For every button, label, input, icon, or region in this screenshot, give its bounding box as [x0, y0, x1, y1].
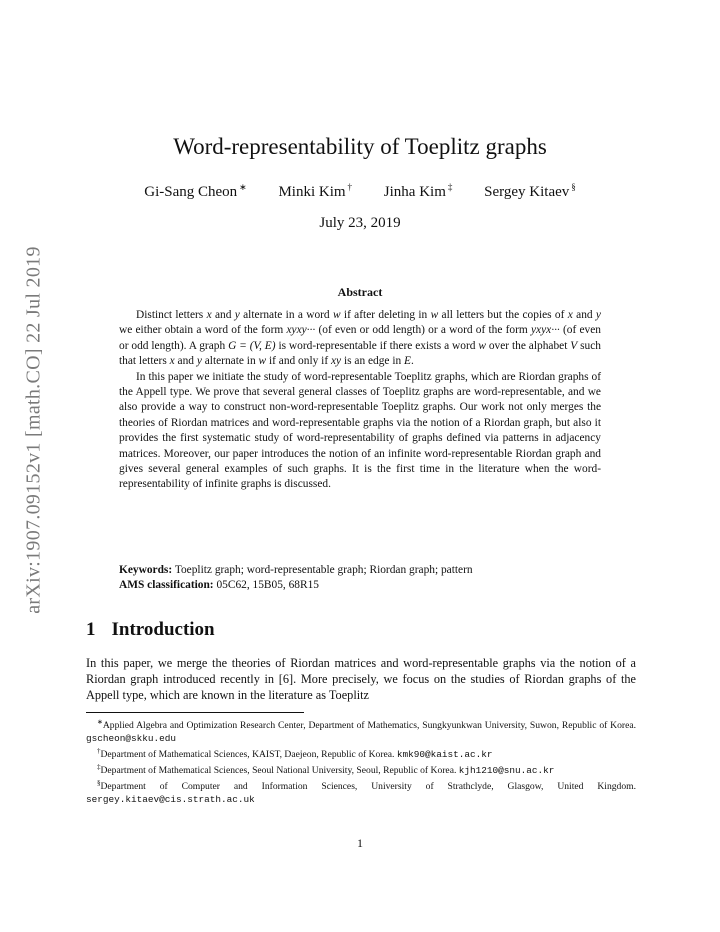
page-number: 1 — [357, 836, 363, 850]
math-var: y — [196, 355, 202, 368]
author-footnote-mark: § — [571, 182, 576, 192]
footnote-email: sergey.kitaev@cis.strath.ac.uk — [86, 794, 255, 806]
author-footnote-mark: ∗ — [239, 182, 247, 192]
math-expr: xy — [330, 355, 342, 368]
footnote-item — [86, 745, 636, 761]
math-expr: yxyx··· — [531, 324, 560, 337]
text-run: and — [572, 309, 596, 321]
author-name: Sergey Kitaev — [484, 184, 570, 200]
footnote-item — [86, 777, 636, 806]
math-var: x — [206, 309, 212, 321]
keywords-line — [119, 563, 601, 578]
text-run: Distinct letters — [136, 309, 207, 321]
abstract-paragraph-2: In this paper we initiate the study of word-representable Toeplitz graphs, which are Riordan graphs of the Appell type. We prove that several general classes of Toeplitz graphs are word-representable, and we also provide a way to construct non-word-representable Toeplitz graphs. Our work not only merges the theories of Riordan matrices and word-representable graphs via the notion of a Riordan graph, but also it provides the first systematic study of word-representability of graphs defined via patterns in adjacency matrices. Moreover, our paper introduces the notion of an infinite word-representable Riordan graph and gives several general examples of such graphs. It is the first time in the literature when the word-representability of infinite graphs is discussed. — [119, 370, 601, 491]
ams-line — [119, 578, 601, 593]
intro-paragraph: In this paper, we merge the theories of Riordan matrices and word-representable graphs via the notion of a Riordan graph introduced recently in [6]. More precisely, we focus on the studies of Riordan graphs of the Appell type, which are known in the literature as Toeplitz — [86, 656, 636, 703]
text-run: over the alphabet — [485, 339, 571, 352]
math-expr: xyxy··· — [286, 324, 316, 337]
text-run: and — [174, 355, 197, 368]
text-run: such that letters — [119, 339, 602, 368]
author-1 — [144, 184, 246, 200]
text-run: is an edge in — [341, 355, 405, 368]
math-var: x — [567, 309, 573, 321]
math-var: x — [169, 355, 175, 368]
abstract-body — [119, 308, 601, 493]
text-run: . — [411, 355, 414, 368]
author-name: Jinha Kim — [383, 184, 446, 200]
math-var: w — [332, 309, 341, 321]
keywords-label: Keywords: — [119, 564, 173, 576]
text-run: alternate in — [201, 355, 259, 368]
footnotes — [86, 716, 636, 807]
section-title: Introduction — [111, 619, 215, 640]
paper-title: Word-representability of Toeplitz graphs — [173, 134, 547, 159]
footnote-mark: † — [97, 747, 101, 756]
text-run: if after deleting in — [340, 309, 431, 321]
author-name: Minki Kim — [278, 184, 346, 200]
footnote-text: Department of Mathematical Sciences, KAIST, Daejeon, Republic of Korea. — [100, 749, 395, 761]
text-run: and — [211, 309, 235, 321]
author-footnote-mark: ‡ — [447, 182, 453, 192]
footnote-mark: ∗ — [97, 718, 103, 726]
footnote-mark: § — [97, 779, 101, 788]
text-run: we either obtain a word of the form — [119, 324, 287, 337]
footnote-text: Department of Computer and Information Sciences, University of Strathclyde, Glasgow, United Kingdom. — [100, 781, 636, 793]
footnote-email: gscheon@skku.edu — [86, 733, 177, 745]
math-var: y — [595, 309, 601, 321]
section-number: 1 — [86, 619, 96, 640]
author-2 — [278, 184, 352, 200]
text-run: alternate in a word — [239, 309, 333, 321]
keywords-text: Toeplitz graph; word-representable graph; Riordan graph; pattern — [174, 564, 473, 576]
text-run: all letters but the copies of — [438, 309, 568, 321]
keywords-block — [119, 563, 601, 594]
math-var: w — [478, 339, 486, 352]
footnote-item — [86, 761, 636, 777]
abstract-heading: Abstract — [337, 285, 383, 299]
author-name: Gi-Sang Cheon — [144, 184, 238, 200]
text-run: (of even or odd length) or a word of the form — [315, 324, 531, 337]
section-heading — [86, 619, 215, 641]
footnote-divider — [86, 712, 304, 713]
footnote-mark: ‡ — [97, 763, 101, 772]
math-expr: G = (V, E) — [228, 339, 276, 352]
abstract-paragraph-1 — [119, 308, 601, 370]
author-list — [0, 182, 720, 201]
paper-date: July 23, 2019 — [319, 215, 401, 231]
text-run: is word-representable if there exists a word — [275, 339, 479, 352]
author-3 — [384, 184, 453, 200]
footnote-email: kjh1210@snu.ac.kr — [458, 765, 555, 777]
ams-text: 05C62, 15B05, 68R15 — [216, 579, 319, 592]
math-var: E — [404, 355, 412, 368]
math-var: w — [430, 309, 439, 321]
math-var: V — [570, 339, 578, 352]
footnote-text: Department of Mathematical Sciences, Seoul National University, Seoul, Republic of Korea. — [100, 765, 457, 777]
text-run: (of even or odd length). A graph — [119, 324, 602, 352]
ams-label: AMS classification: — [119, 579, 214, 592]
arxiv-identifier-stamp: arXiv:1907.09152v1 [math.CO] 22 Jul 2019 — [22, 246, 45, 614]
author-footnote-mark: † — [347, 182, 353, 192]
footnote-text: Applied Algebra and Optimization Research Center, Department of Mathematics, Sungkyunkwan University, Suwon, Republic of Korea. — [102, 720, 636, 731]
math-var: w — [258, 355, 267, 368]
footnote-item — [86, 716, 636, 745]
footnote-email: kmk90@kaist.ac.kr — [396, 749, 493, 761]
text-run: if and only if — [266, 355, 331, 368]
math-var: y — [234, 309, 240, 321]
author-4 — [484, 184, 576, 200]
